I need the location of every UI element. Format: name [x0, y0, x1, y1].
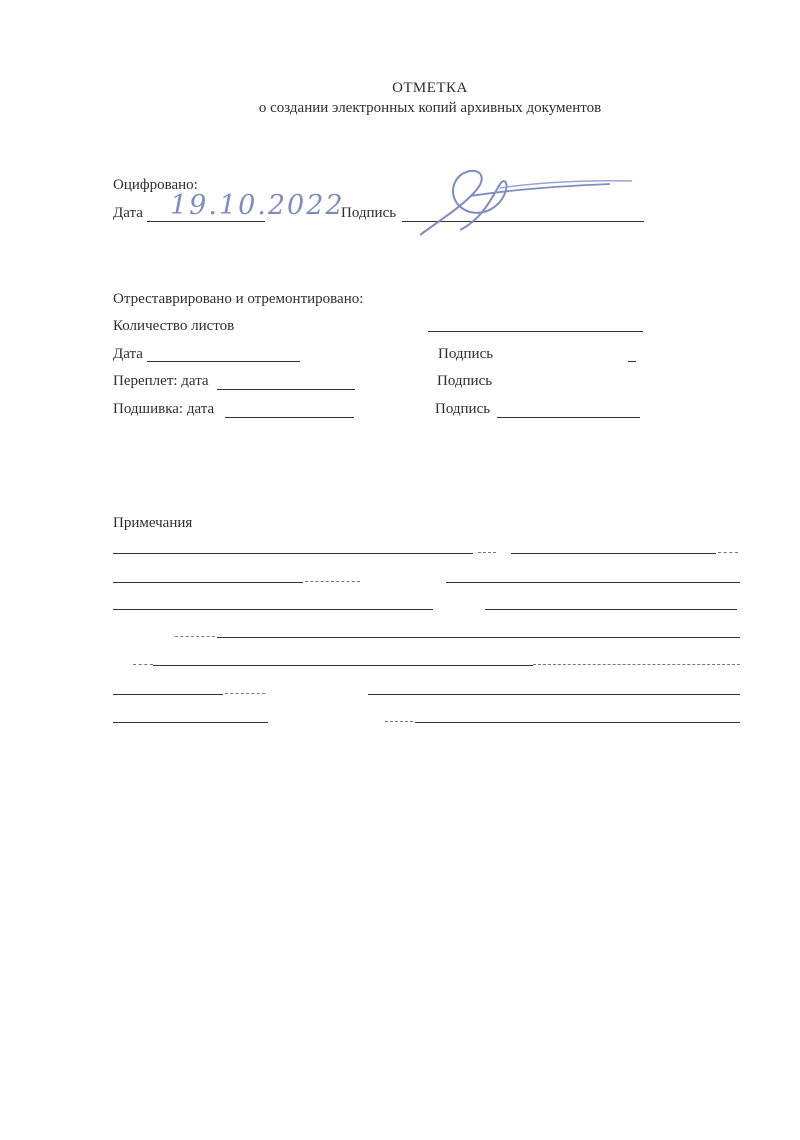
- sheet-count-line: [428, 331, 643, 332]
- handwritten-signature: [410, 160, 640, 245]
- binding-date-line: [217, 389, 355, 390]
- restored-date-line: [147, 361, 300, 362]
- filing-date-line: [225, 417, 354, 418]
- restored-signature-label-2: Подпись: [437, 373, 493, 389]
- digitized-signature-label: Подпись: [341, 205, 397, 221]
- digitized-date-label: Дата: [113, 205, 143, 221]
- restored-signature-line-1: [628, 361, 636, 362]
- restored-date-label: Дата: [113, 346, 143, 362]
- sheet-count-label: Количество листов: [113, 318, 235, 334]
- restored-signature-line-3: [497, 417, 640, 418]
- filing-label: Подшивка: дата: [113, 401, 215, 417]
- restored-signature-label-3: Подпись: [435, 401, 491, 417]
- binding-label: Переплет: дата: [113, 373, 209, 389]
- digitized-label: Оцифровано:: [113, 177, 198, 193]
- restored-label: Отреставрировано и отремонтировано:: [113, 291, 364, 307]
- restored-signature-label-1: Подпись: [438, 346, 494, 362]
- digitized-date-handwriting: 19.10.2022: [170, 190, 345, 221]
- page-title: ОТМЕТКА: [392, 80, 468, 96]
- page-subtitle: о создании электронных копий архивных документов: [258, 100, 602, 116]
- notes-label: Примечания: [113, 515, 193, 531]
- digitized-date-line: [147, 221, 265, 222]
